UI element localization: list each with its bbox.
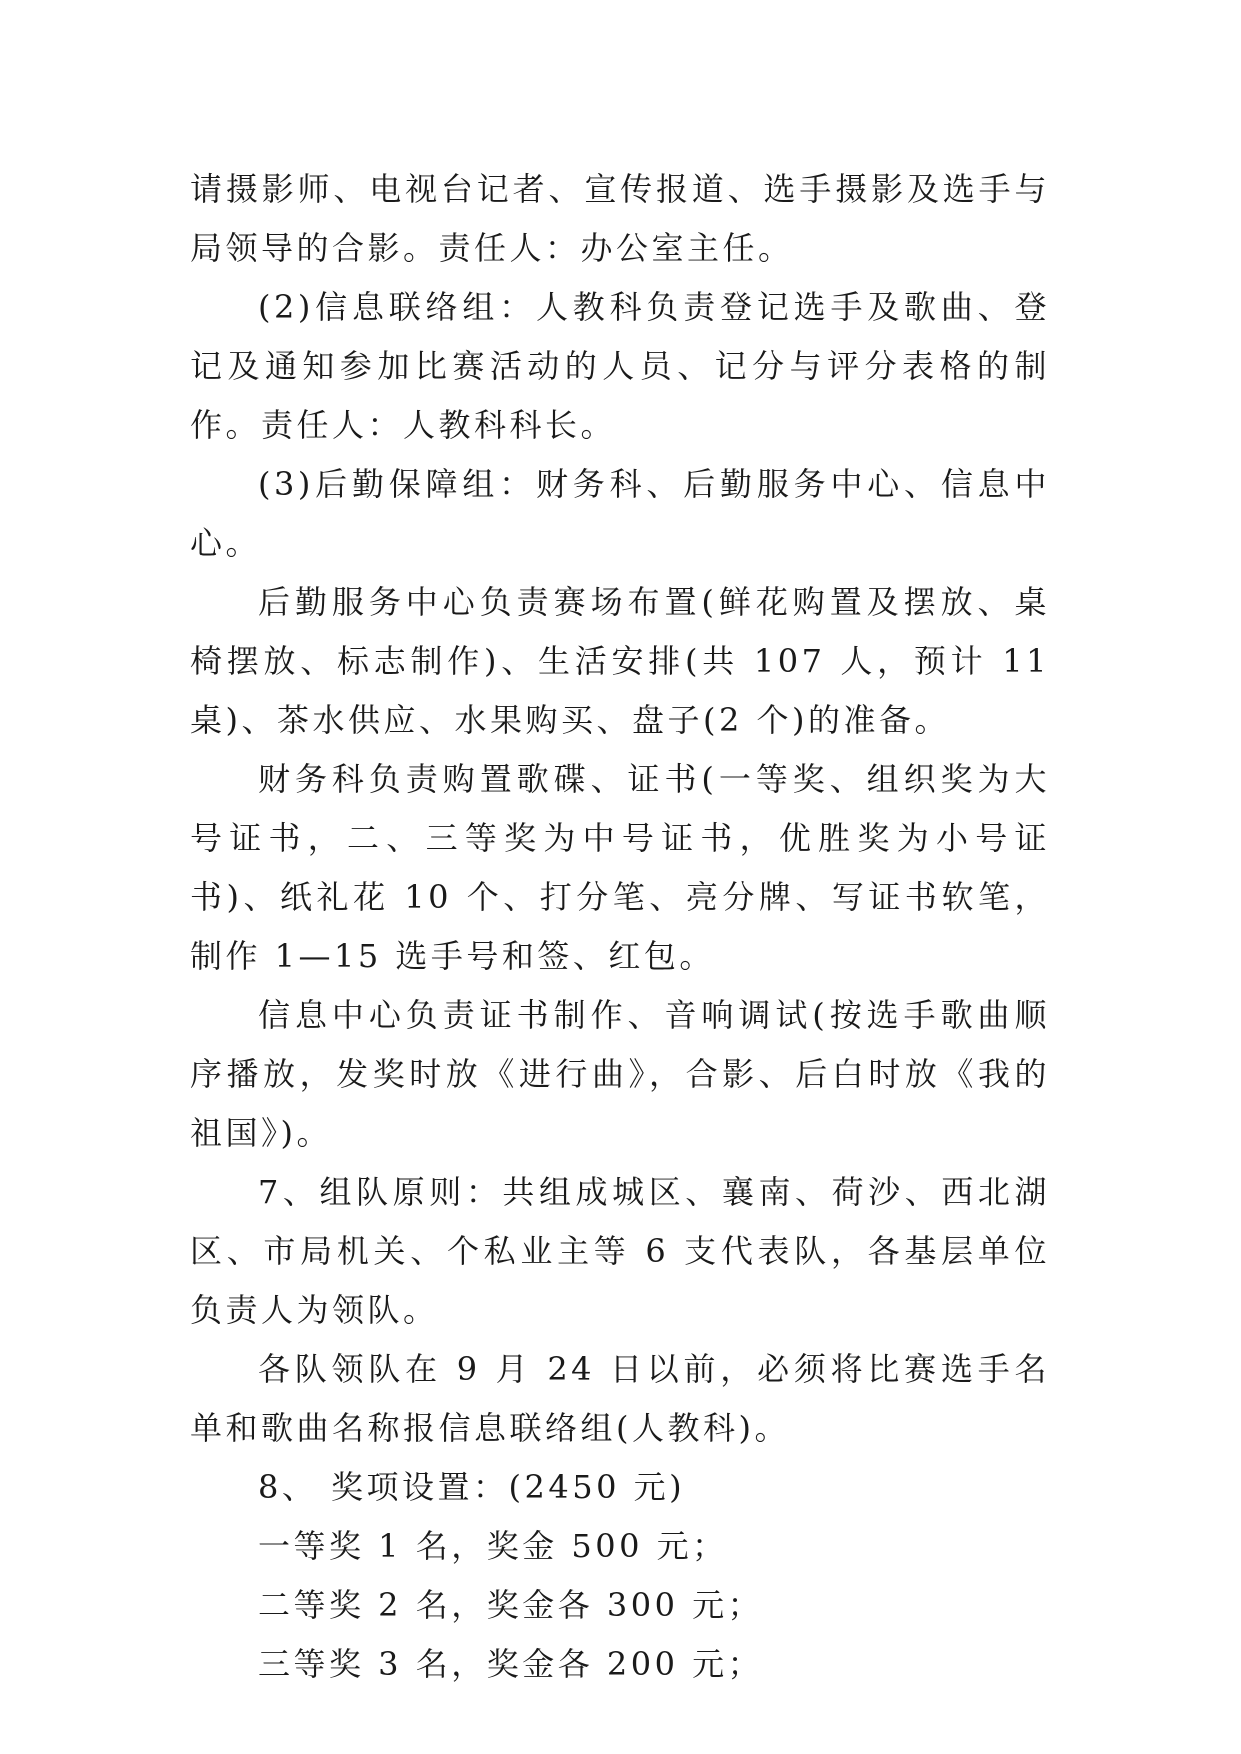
paragraph-info-center: 信息中心负责证书制作、音响调试(按选手歌曲顺序播放，发奖时放《进行曲》，合影、后白时放《我的祖国》)。 bbox=[190, 996, 1050, 1152]
paragraph-info-liaison-group: (2)信息联络组：人教科负责登记选手及歌曲、登记及通知参加比赛活动的人员、记分与评分表格的制作。责任人：人教科科长。 bbox=[190, 288, 1050, 444]
paragraph-photography-duty: 请摄影师、电视台记者、宣传报道、选手摄影及选手与局领导的合影。责任人：办公室主任。 bbox=[190, 170, 1050, 267]
paragraph-team-principle: 7、组队原则：共组成城区、襄南、荷沙、西北湖区、市局机关、个私业主等 6 支代表队，各基层单位负责人为领队。 bbox=[190, 1173, 1050, 1329]
award-third-prize: 三等奖 3 名，奖金各 200 元； bbox=[258, 1645, 764, 1683]
award-second-prize: 二等奖 2 名，奖金各 300 元； bbox=[258, 1586, 764, 1624]
paragraph-logistics-center: 后勤服务中心负责赛场布置(鲜花购置及摆放、桌椅摆放、标志制作)、生活安排(共 107 人，预计 11 桌)、茶水供应、水果购买、盘子(2 个)的准备。 bbox=[190, 583, 1050, 739]
paragraph-team-deadline: 各队领队在 9 月 24 日以前，必须将比赛选手名单和歌曲名称报信息联络组(人教科)。 bbox=[190, 1350, 1050, 1447]
paragraph-award-setup: 8、 奖项设置：(2450 元) bbox=[258, 1468, 686, 1506]
paragraph-finance-section: 财务科负责购置歌碟、证书(一等奖、组织奖为大号证书，二、三等奖为中号证书，优胜奖为小号证书)、纸礼花 10 个、打分笔、亮分牌、写证书软笔，制作 1—15 选手号和签、红包。 bbox=[190, 760, 1050, 975]
document-page bbox=[190, 160, 1050, 1694]
paragraph-logistics-group: (3)后勤保障组：财务科、后勤服务中心、信息中心。 bbox=[190, 465, 1050, 562]
award-first-prize: 一等奖 1 名，奖金 500 元； bbox=[258, 1527, 728, 1565]
